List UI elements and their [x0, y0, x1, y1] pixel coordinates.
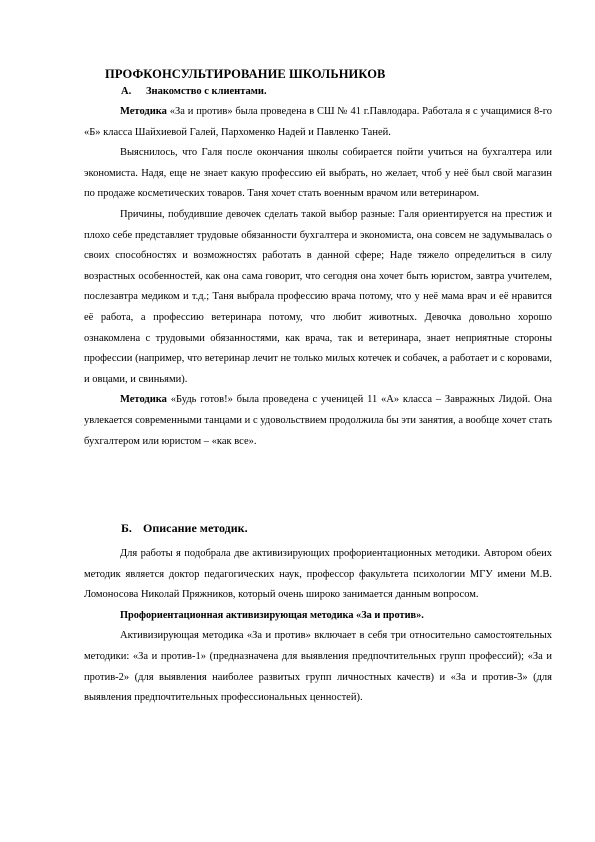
paragraph: Выяснилось, что Галя после окончания школы собирается пойти учиться на бухгалтера или экономиста. Надя, еще не знает какую профессию ей выбрать, но желает, чтоб у неё был свой магазин по продаже косметических товаров. Таня хочет стать военным врачом или ветеринаром. — [84, 147, 552, 200]
page-title: ПРОФКОНСУЛЬТИРОВАНИЕ ШКОЛЬНИКОВ — [105, 67, 386, 81]
section-b-title: Описание методик. — [143, 521, 248, 535]
paragraph — [84, 390, 552, 452]
paragraph: Для работы я подобрала две активизирующих профориентационных методики. Автором обеих методик является доктор педагогических наук, профессор факультета психологии МГУ имени М.В. Ломоносова Николай Пряжников, который очень широко занимается данным вопросом. — [84, 548, 552, 601]
paragraph-text: «Будь готов!» была проведена с ученицей 11 «А» класса – Завражных Лидой. Она увлекается современными танцами и с удовольствием продолжила бы эти занятия, а вообще хочет стать бухгалтером или юристом – «как все». — [84, 394, 552, 447]
paragraph: Причины, побудившие девочек сделать такой выбор разные: Галя ориентируется на престиж и плохо себе представляет трудовые обязанности бухгалтера и экономиста, она совсем не задумывалась о своих способностях и возможностях работать в данной сфере; Наде тяжело определиться в силу возрастных особенностей, как она сама говорит, что сегодня она хочет быть юристом, завтра учителем, послезавтра медиком и т.д.; Таня выбрала профессию врача потому, что у неё мама врач и её нравится её работа, а профессию ветеринара потому, что любит животных. Девочка довольно хорошо ознакомлена с трудовыми обязанностями, как врача, так и ветеринара, знает неприятные стороны профессии (например, что ветеринар лечит не только милых котечек и собачек, а работает и с коровами, и овцами, и свиньями). — [84, 208, 552, 385]
section-a-letter: А. — [121, 86, 132, 97]
subheading: Профориентационная активизирующая методика «За и против». — [120, 609, 424, 621]
section-b-body — [84, 544, 552, 709]
method-label: Методика — [120, 394, 167, 406]
section-a-heading — [121, 86, 267, 97]
section-a-body — [84, 102, 552, 452]
section-b-letter: Б. — [121, 521, 132, 535]
paragraph — [84, 102, 552, 143]
section-a-title: Знакомство с клиентами. — [146, 86, 267, 97]
section-b-heading — [121, 521, 248, 536]
method-label: Методика — [120, 106, 167, 117]
paragraph: Активизирующая методика «За и против» включает в себя три относительно самостоятельных методики: «За и против-1» (предназначена для выявления предпочтительных групп профессий); «За и против-2» (для выявления наиболее развитых групп личностных качеств) и «За и против-3» (для выявления предпочтительных профессиональных ценностей). — [84, 630, 552, 704]
paragraph-text: «За и против» была проведена в СШ № 41 г.Павлодара. Работала я с учащимися 8-го «Б» класса Шайхиевой Галей, Пархоменко Надей и Павленко Таней. — [84, 106, 552, 138]
